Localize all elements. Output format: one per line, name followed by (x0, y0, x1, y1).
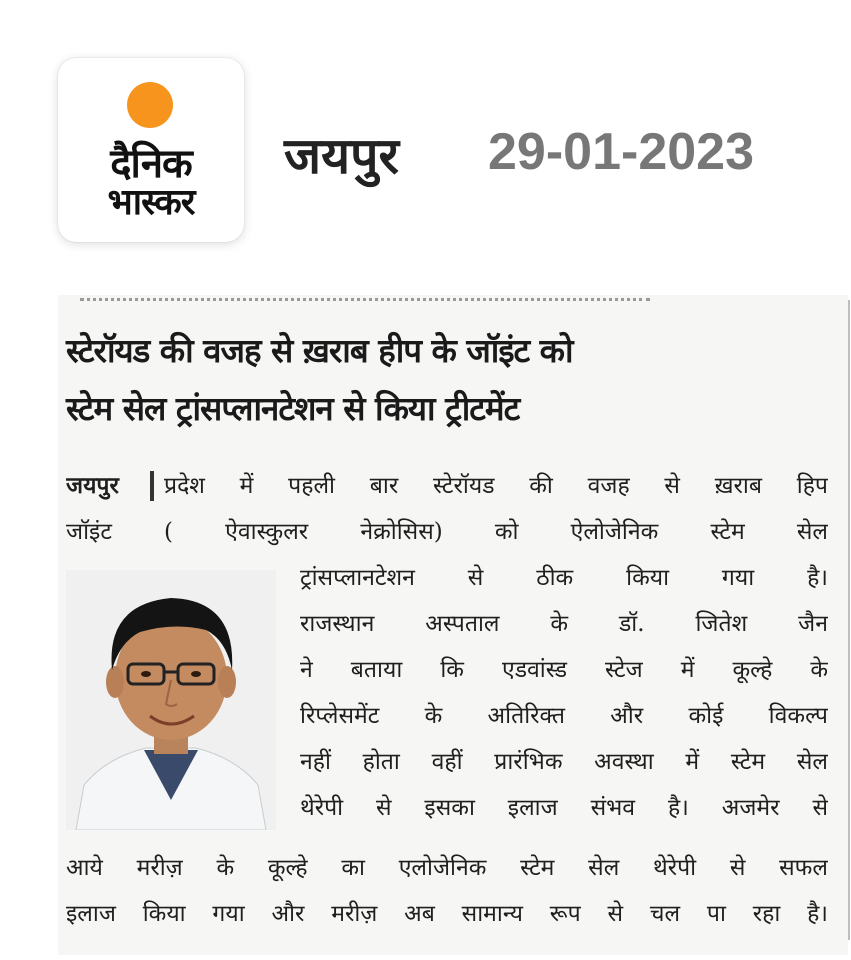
body-line-1: प्रदेश में पहली बार स्टेरॉयड की वजह से ख़राब हिप (164, 473, 828, 499)
body-line-9: आये मरीज़ के कूल्हे का एलोजेनिक स्टेम सेल थेरेपी से सफल (66, 855, 828, 881)
logo-text-line2: भास्कर (107, 182, 195, 223)
body-line-6: रिप्लेसमेंट के अतिरिक्त और कोई विकल्प (300, 703, 828, 729)
body-line-2: जॉइंट ( ऐवास्कुलर नेक्रोसिस) को ऐलोजेनिक स्टेम सेल (66, 519, 828, 545)
column-divider (848, 300, 850, 940)
headline-line-1: स्टेरॉयड की वजह से ख़राब हीप के जॉइंट को (66, 331, 573, 370)
logo-text-line1: दैनिक (110, 141, 192, 187)
header (0, 0, 851, 290)
sun-icon (127, 82, 173, 128)
body-line-10: इलाज किया गया और मरीज़ अब सामान्य रूप से चल पा रहा है। (66, 901, 828, 927)
article-headline (66, 322, 836, 438)
dainik-bhaskar-logo[interactable] (58, 58, 244, 242)
edition-date: 29-01-2023 (488, 123, 754, 181)
dateline-divider (150, 471, 154, 501)
body-line-5: ने बताया कि एडवांस्ड स्टेज में कूल्हे के (300, 657, 828, 683)
article-dateline: जयपुर (66, 472, 119, 499)
body-line-3: ट्रांसप्लानटेशन से ठीक किया गया है। (300, 565, 828, 591)
doctor-photo (66, 570, 276, 830)
body-line-7: नहीं होता वहीं प्रारंभिक अवस्था में स्टेम सेल (300, 749, 828, 775)
headline-line-2: स्टेम सेल ट्रांसप्लानटेशन से किया ट्रीटमेंट (66, 389, 520, 428)
edition-city: जयपुर (284, 127, 399, 185)
doctor-portrait-icon (66, 570, 276, 830)
body-line-8: थेरेपी से इसका इलाज संभव है। अजमेर से (300, 795, 828, 821)
dotted-separator (80, 298, 650, 305)
body-line-4: राजस्थान अस्पताल के डॉ. जितेश जैन (300, 611, 828, 637)
